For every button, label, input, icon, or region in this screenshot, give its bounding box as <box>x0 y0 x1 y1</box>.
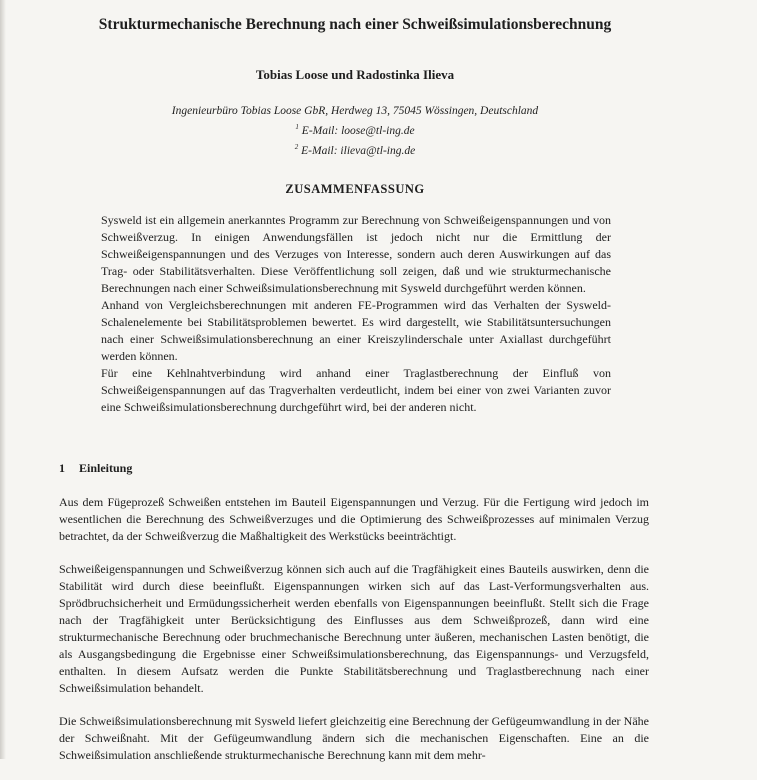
affiliation-block <box>0 103 710 159</box>
abstract-body <box>101 212 611 416</box>
email-line-2 <box>0 139 710 159</box>
abstract-heading: ZUSAMMENFASSUNG <box>285 182 425 196</box>
body-paragraph: Aus dem Fügeprozeß Schweißen entstehen im Bauteil Eigenspannungen und Verzug. Für die Fertigung wird jedoch im wesentlichen die Berechnung des Schweißverzuges und die Optimierung des Schweißprozesses auf minimalen Verzug betrachtet, da der Schweißverzug die Maßhaltigkeit des Werkstücks beeinträchtigt. <box>59 495 649 543</box>
abstract-paragraph: Anhand von Vergleichsberechnungen mit anderen FE-Programmen wird das Verhalten der Sysweld-Schalenelemente bei Stabilitätsproblemen bewertet. Es wird dargestellt, wie Stabilitätsuntersuchungen nach einer Schweißsimulationsberechnung an einer Kreiszylinderschale unter Axiallast durchgeführt werden können. <box>101 298 611 363</box>
affiliation-line: Ingenieurbüro Tobias Loose GbR, Herdweg 13, 75045 Wössingen, Deutschland <box>171 105 539 117</box>
section-title: Einleitung <box>79 461 133 475</box>
abstract-paragraph: Sysweld ist ein allgemein anerkanntes Programm zur Berechnung von Schweißeigenspannungen und von Schweißverzug. In einigen Anwendungsfällen ist jedoch nicht nur die Ermittlung der Schweißeigenspannungen und des Verzuges von Interesse, sondern auch deren Auswirkungen auf das Trag- oder Stabilitätsverhalten. Diese Veröffentlichung soll zeigen, daß und wie strukturmechanische Berechnungen nach einer Schweißsimulationsberechnung mit Sysweld durchgeführt werden können. <box>101 213 611 295</box>
section-number: 1 <box>59 461 65 475</box>
body-paragraph: Die Schweißsimulationsberechnung mit Sysweld liefert gleichzeitig eine Berechnung der Gefügeumwandlung in der Nähe der Schweißnaht. Mit der Gefügeumwandlung ändern sich die mechanischen Eigenschaften. Eine an die Schweißsimulation anschließende strukturmechanische Berechnung kann mit dem mehr- <box>59 714 649 762</box>
email-line-1 <box>0 119 710 139</box>
email-1: E-Mail: loose@tl-ing.de <box>301 124 415 137</box>
section-body <box>59 494 649 780</box>
abstract-paragraph: Für eine Kehlnahtverbindung wird anhand einer Traglastberechnung der Einfluß von Schweißeigenspannungen auf das Tragverhalten verdeutlicht, indem bei einer von zwei Varianten zuvor eine Schweißsimulationsberechnung durchgeführt wird, bei der anderen nicht. <box>101 366 611 414</box>
paper-title: Strukturmechanische Berechnung nach einer Schweißsimulationsberechnung <box>98 16 612 33</box>
email-2: E-Mail: ilieva@tl-ing.de <box>301 144 416 157</box>
body-paragraph: Schweißeigenspannungen und Schweißverzug können sich auch auf die Tragfähigkeit eines Bauteils auswirken, denn die Stabilität wird durch diese beeinflußt. Eigenspannungen wirken sich auf das Last-Verformungsverhalten aus. Sprödbruchsicherheit und Ermüdungssicherheit werden ebenfalls von Eigenspannungen beeinflußt. Stellt sich die Frage nach der Tragfähigkeit unter Berücksichtigung des Einflusses aus dem Schweißprozeß, dann wird eine strukturmechanische Berechnung oder bruchmechanische Berechnung unter äußeren, mechanischen Lasten benötigt, die als Ausgangsbedingung die Ergebnisse einer Schweißsimulationsberechnung, das Eigenspannungs- und Verzugsfeld, enthalten. In diesem Aufsatz werden die Punkte Stabilitätsberechnung und Traglastberechnung nach einer Schweißsimulation behandelt. <box>59 562 649 695</box>
footnote-mark-1: 1 <box>295 123 299 131</box>
paper-authors: Tobias Loose und Radostinka Ilieva <box>255 67 455 82</box>
footnote-mark-2: 2 <box>294 142 299 151</box>
section-heading <box>59 461 132 476</box>
